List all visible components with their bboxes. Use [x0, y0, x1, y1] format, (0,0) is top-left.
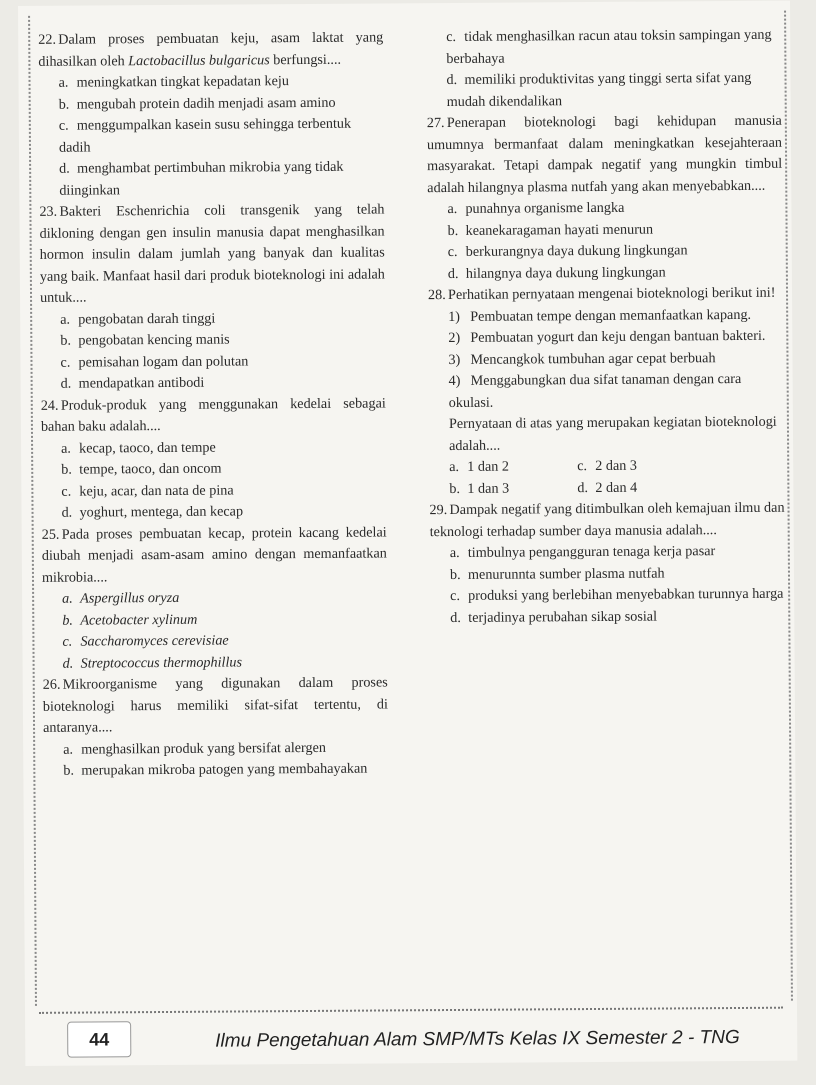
option-row: a. 1 dan 2 c. 2 dan 3	[449, 457, 638, 476]
question-27-stem: 27. Penerapan bioteknologi bagi kehidupan manusia umumnya bermanfaat dalam meningkatkan kesejahteraan masyarakat. Tetapi dampak negatif yang mungkin timbul adalah hilangnya plasma nutfah yang akan menyebabkan....	[426, 112, 783, 196]
question-24-stem: 24. Produk-produk yang menggunakan kedelai sebagai bahan baku adalah....	[40, 394, 386, 435]
question-26-continued	[426, 25, 782, 113]
option: a. kecap, taoco, dan tempe	[61, 439, 216, 457]
page-footer	[25, 1007, 797, 1066]
question-24	[41, 393, 387, 524]
right-column	[426, 25, 785, 629]
option: a. pengobatan darah tinggi	[60, 310, 216, 328]
option: d. menghambat pertimbuhan mikrobia yang tidak diinginkan	[59, 158, 344, 199]
option: a. menghasilkan produk yang bersifat alergen	[63, 739, 327, 758]
textbook-page	[18, 1, 797, 1066]
option: c. pemisahan logam dan polutan	[60, 352, 249, 371]
question-28-stem: 28. Perhatikan pernyataan mengenai bioteknologi berikut ini!	[427, 284, 776, 304]
statement: 2) Pembuatan yogurt dan keju dengan bantuan bakteri.	[448, 327, 766, 347]
option: b. keanekaragaman hayati menurun	[447, 221, 654, 239]
option: d. hilangnya daya dukung lingkungan	[447, 263, 666, 282]
option: c. keju, acar, dan nata de pina	[61, 482, 234, 500]
option: c. produksi yang berlebihan menyebabkan turunnya harga	[450, 585, 784, 604]
option: d. memiliki produktivitas yang tinggi serta sifat yang mudah dikendalikan	[446, 69, 752, 110]
question-28-prompt: Pernyataan di atas yang merupakan kegiatan bioteknologi adalah....	[448, 413, 777, 454]
question-22	[38, 27, 384, 201]
option: a. meningkatkan tingkat kepadatan keju	[58, 73, 289, 91]
statement: 1) Pembuatan tempe dengan memanfaatkan kapang.	[448, 306, 752, 325]
question-26	[43, 672, 389, 782]
question-27	[427, 111, 783, 285]
option: c. tidak menghasilkan racun atau toksin sampingan yang berbahaya	[446, 26, 772, 67]
question-22-stem: 22. Dalam proses pembuatan keju, asam laktat yang dihasilkan oleh Lactobacillus bulgaricus berfungsi....	[38, 29, 384, 70]
option: d. terjadinya perubahan sikap sosial	[450, 608, 658, 626]
option: b. menurunnta sumber plasma nutfah	[449, 565, 665, 583]
question-25	[42, 522, 388, 675]
option: a. Aspergillus oryza	[62, 589, 180, 607]
option: b. merupakan mikroba patogen yang membahayakan	[63, 760, 368, 779]
question-23	[39, 199, 385, 395]
question-29	[429, 498, 785, 629]
question-23-stem: 23. Bakteri Eschenrichia coli transgenik yang telah dikloning dengan gen insulin manusia dapat menghasilkan hormon insulin dalam jumlah yang banyak dan kualitas yang baik. Manfaat hasil dari produk bioteknologi ini adalah untuk....	[39, 201, 385, 306]
option: c. berkurangnya daya dukung lingkungan	[447, 242, 688, 261]
option: b. pengobatan kencing manis	[60, 331, 230, 349]
option: d. mendapatkan antibodi	[60, 374, 205, 392]
option-row: b. 1 dan 3 d. 2 dan 4	[449, 479, 638, 497]
option: d. yoghurt, mentega, dan kecap	[61, 503, 244, 521]
option: c. menggumpalkan kasein susu sehingga terbentuk dadih	[58, 115, 352, 156]
question-25-stem: 25. Pada proses pembuatan kecap, protein kacang kedelai diubah menjadi asam-asam amino dengan memanfaatkan mikrobia....	[41, 523, 387, 586]
footer-divider	[39, 1007, 783, 1016]
option: b. tempe, taoco, dan oncom	[61, 460, 222, 478]
option: a. punahnya organisme langka	[447, 199, 625, 218]
statement: 3) Mencangkok tumbuhan agar cepat berbuah	[448, 349, 716, 368]
question-28	[428, 283, 784, 500]
left-column	[38, 27, 388, 782]
option: b. Acetobacter xylinum	[62, 611, 198, 629]
question-26-stem: 26. Mikroorganisme yang digunakan dalam proses bioteknologi harus memiliki sifat-sifat tertentu, di antaranya....	[42, 674, 388, 736]
option: c. Saccharomyces cerevisiae	[62, 632, 229, 650]
option: b. mengubah protein dadih menjadi asam amino	[58, 94, 336, 113]
book-title: Ilmu Pengetahuan Alam SMP/MTs Kelas IX Semester 2 - TNG	[215, 1026, 740, 1052]
page-number: 44	[67, 1021, 131, 1057]
option: a. timbulnya pengangguran tenaga kerja pasar	[449, 543, 716, 561]
statement: 4) Menggabungkan dua sifat tanaman dengan cara okulasi.	[448, 370, 742, 411]
option: d. Streptococcus thermophillus	[62, 653, 243, 672]
question-29-stem: 29. Dampak negatif yang ditimbulkan oleh kemajuan ilmu dan teknologi terhadap sumber daya manusia adalah....	[429, 499, 785, 540]
